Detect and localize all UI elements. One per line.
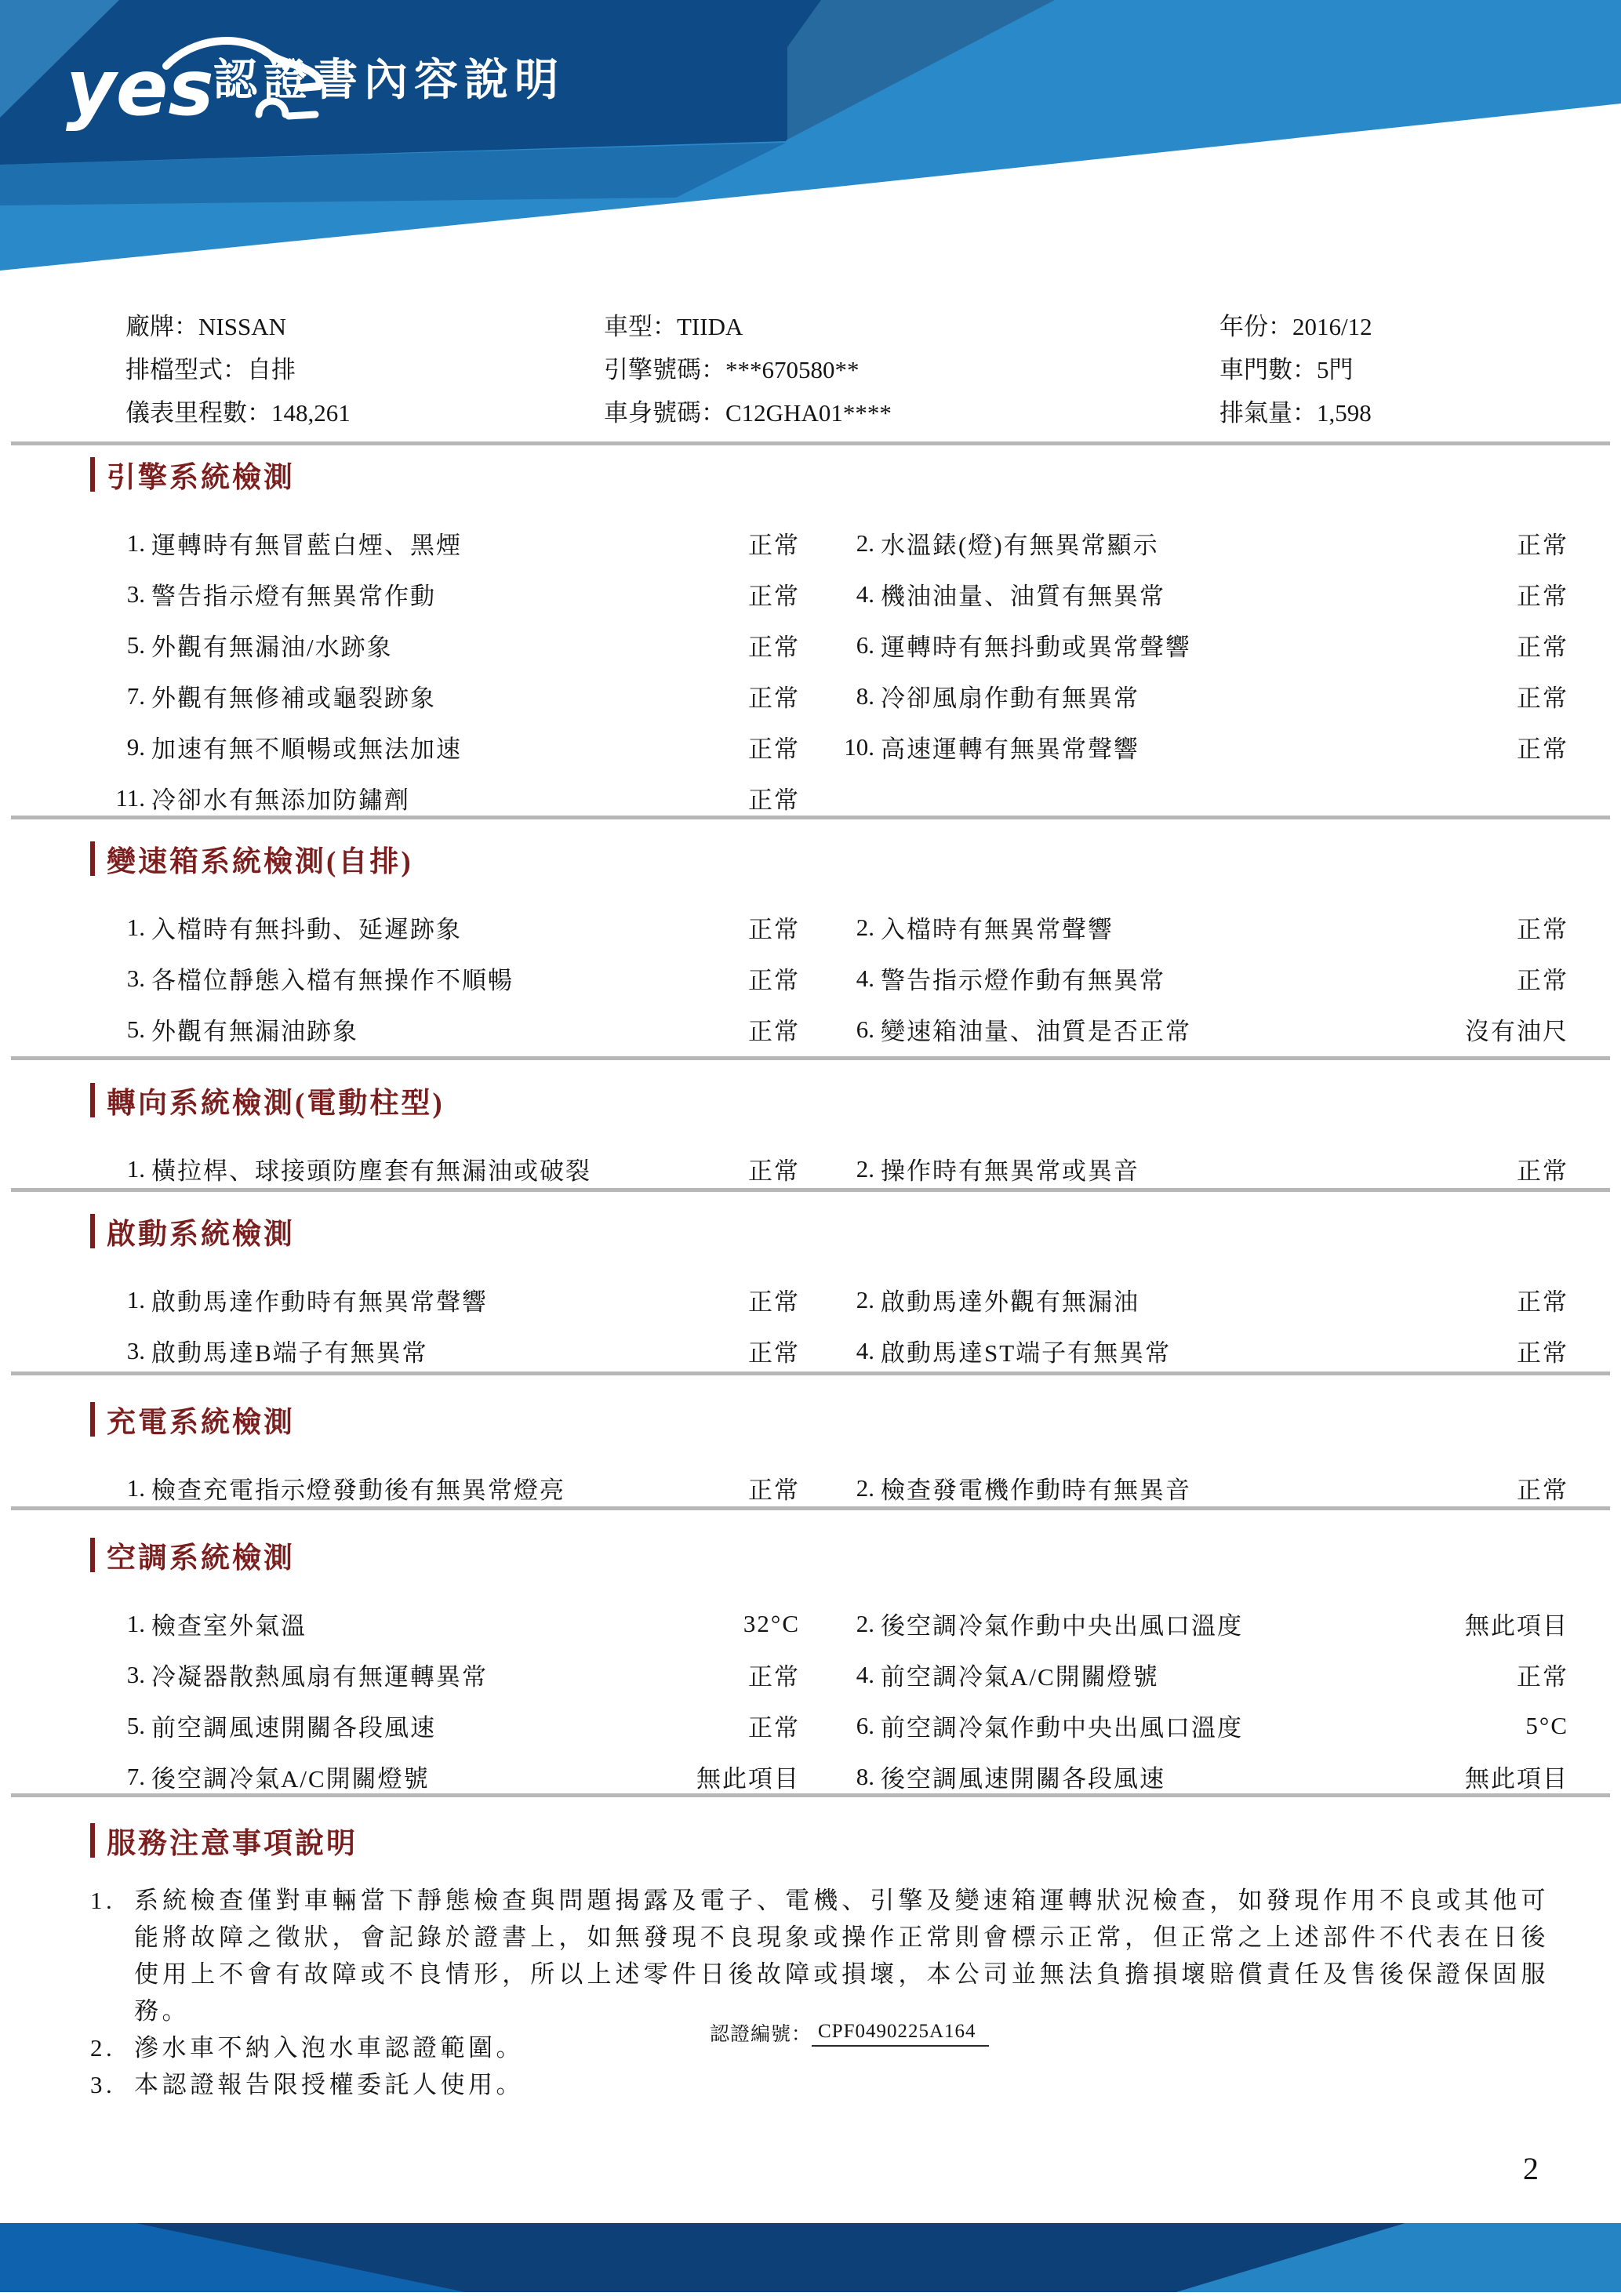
inspection-item xyxy=(820,1274,1568,1325)
item-text: 操作時有無異常或異音 xyxy=(881,1157,1139,1185)
vehicle-field-label: 排檔型式： xyxy=(125,356,247,383)
vehicle-field-label: 車門數： xyxy=(1219,356,1317,383)
item-number: 9. xyxy=(126,732,145,761)
section-title-bar xyxy=(90,1083,95,1117)
item-result: 沒有油尺 xyxy=(1465,1018,1568,1045)
item-text: 警告指示燈有無異常作動 xyxy=(151,583,436,610)
notes-title: 服務注意事項說明 xyxy=(107,1828,358,1860)
inspection-item xyxy=(820,1462,1568,1513)
vehicle-field xyxy=(125,355,604,385)
section-title-bar xyxy=(90,1823,95,1858)
inspection-item xyxy=(90,1325,800,1376)
item-number: 6. xyxy=(856,1711,874,1739)
inspection-item xyxy=(820,569,1568,619)
item-result: 正常 xyxy=(1517,916,1568,943)
item-text: 後空調風速開關各段風速 xyxy=(881,1765,1165,1793)
item-result: 正常 xyxy=(748,1339,800,1367)
item-result: 正常 xyxy=(748,967,800,994)
inspection-item xyxy=(90,1274,800,1325)
item-result: 正常 xyxy=(1517,1663,1568,1691)
item-text: 啟動馬達ST端子有無異常 xyxy=(881,1339,1172,1367)
note-item xyxy=(90,1882,1549,2029)
inspection-item xyxy=(820,1143,1568,1194)
inspection-section xyxy=(90,839,1568,1055)
inspection-item xyxy=(820,1598,1568,1649)
item-text: 檢查發電機作動時有無異音 xyxy=(881,1477,1191,1504)
page-title: 認證書內容說明 xyxy=(213,55,565,106)
item-number: 2. xyxy=(856,1609,874,1637)
section-title-bar xyxy=(90,457,95,492)
inspection-section xyxy=(90,455,1568,823)
item-result: 正常 xyxy=(1517,583,1568,610)
item-result: 正常 xyxy=(748,1477,800,1504)
inspection-item xyxy=(90,902,800,953)
item-result: 正常 xyxy=(748,685,800,712)
item-text: 前空調冷氣A/C開關燈號 xyxy=(881,1663,1159,1691)
note-number: 1. xyxy=(90,1887,116,1914)
item-text: 後空調冷氣A/C開關燈號 xyxy=(151,1765,430,1793)
inspection-item xyxy=(90,1700,800,1751)
vehicle-field xyxy=(604,312,1219,342)
item-text: 機油油量、油質有無異常 xyxy=(881,583,1165,610)
inspection-item xyxy=(90,670,800,721)
item-result: 無此項目 xyxy=(1465,1612,1568,1640)
item-text: 冷卻風扇作動有無異常 xyxy=(881,685,1139,712)
vehicle-field xyxy=(125,398,604,428)
item-text: 檢查充電指示燈發動後有無異常燈亮 xyxy=(151,1477,565,1504)
note-text: 系統檢查僅對車輛當下靜態檢查與問題揭露及電子、電機、引擎及變速箱運轉狀況檢查，如發現作用不良或其他可能將故障之徵狀，會記錄於證書上，如無發現不良現象或操作正常則會標示正常，但正常之上述部件不代表在日後使用上不會有故障或不良情形，所以上述零件日後故障或損壞，本公司並無法負擔損壞賠償責任及售後保證保固服務。 xyxy=(134,1887,1549,2025)
vehicle-field xyxy=(125,312,604,342)
vehicle-field xyxy=(1219,312,1584,342)
item-text: 加速有無不順暢或無法加速 xyxy=(151,736,462,763)
item-result: 正常 xyxy=(748,634,800,661)
footer-background xyxy=(0,2223,1621,2292)
vehicle-field-label: 引擎號碼： xyxy=(604,356,725,383)
item-number: 2. xyxy=(856,529,874,557)
items-grid xyxy=(90,1598,1568,1802)
section-title: 啟動系統檢測 xyxy=(107,1219,295,1251)
item-result: 正常 xyxy=(748,736,800,763)
item-result: 正常 xyxy=(748,787,800,814)
item-text: 後空調冷氣作動中央出風口溫度 xyxy=(881,1612,1243,1640)
section-title: 空調系統檢測 xyxy=(107,1542,295,1575)
note-text: 滲水車不納入泡水車認證範圍。 xyxy=(134,2034,524,2062)
items-grid xyxy=(90,902,1568,1055)
item-number: 7. xyxy=(126,1762,145,1790)
inspection-item xyxy=(820,1325,1568,1376)
header xyxy=(0,0,1621,271)
item-result: 正常 xyxy=(1517,1339,1568,1367)
inspection-item xyxy=(90,1462,800,1513)
vehicle-field-label: 車型： xyxy=(604,313,677,340)
item-result: 正常 xyxy=(1517,532,1568,559)
item-result: 正常 xyxy=(748,1157,800,1185)
item-result: 無此項目 xyxy=(696,1765,800,1793)
item-number: 1. xyxy=(126,1473,145,1502)
vehicle-field xyxy=(1219,398,1584,428)
item-number: 5. xyxy=(126,1711,145,1739)
section-title: 轉向系統檢測(電動柱型) xyxy=(107,1088,445,1120)
inspection-item xyxy=(90,569,800,619)
item-result: 正常 xyxy=(748,1018,800,1045)
inspection-item xyxy=(820,902,1568,953)
inspection-item xyxy=(820,1700,1568,1751)
item-number: 6. xyxy=(856,630,874,659)
section-title: 引擎系統檢測 xyxy=(107,462,295,494)
footer-band xyxy=(0,2223,1621,2292)
inspection-item xyxy=(90,721,800,772)
section-title-bar xyxy=(90,841,95,876)
item-result: 32°C xyxy=(743,1609,800,1637)
certificate-number-label: 認證編號： xyxy=(710,2024,812,2045)
inspection-section xyxy=(90,1535,1568,1802)
item-text: 運轉時有無冒藍白煙、黑煙 xyxy=(151,532,462,559)
inspection-item xyxy=(90,1649,800,1700)
item-number: 4. xyxy=(856,1660,874,1688)
item-text: 水溫錶(燈)有無異常顯示 xyxy=(881,532,1159,559)
item-text: 變速箱油量、油質是否正常 xyxy=(881,1018,1191,1045)
inspection-item xyxy=(90,953,800,1004)
item-result: 正常 xyxy=(1517,736,1568,763)
item-result: 正常 xyxy=(748,532,800,559)
item-result: 正常 xyxy=(748,1714,800,1742)
items-grid xyxy=(90,1462,1568,1513)
vehicle-field-label: 廠牌： xyxy=(125,313,198,340)
item-number: 3. xyxy=(126,964,145,992)
item-result: 正常 xyxy=(748,1288,800,1316)
item-number: 3. xyxy=(126,579,145,608)
vehicle-field-value: 自排 xyxy=(247,356,296,383)
vehicle-info xyxy=(125,312,1584,428)
section-title: 變速箱系統檢測(自排) xyxy=(107,846,413,878)
item-text: 啟動馬達外觀有無漏油 xyxy=(881,1288,1139,1316)
items-grid xyxy=(90,1274,1568,1376)
item-number: 2. xyxy=(856,1154,874,1183)
item-result: 5°C xyxy=(1525,1711,1568,1739)
vehicle-field-value: 5門 xyxy=(1317,356,1354,383)
section-title-bar xyxy=(90,1538,95,1572)
brand-text: yes xyxy=(66,44,214,133)
inspection-item xyxy=(820,1649,1568,1700)
vehicle-field-value: NISSAN xyxy=(198,313,286,340)
inspection-item xyxy=(820,1751,1568,1802)
item-text: 前空調風速開關各段風速 xyxy=(151,1714,436,1742)
item-number: 1. xyxy=(126,529,145,557)
note-text: 本認證報告限授權委託人使用。 xyxy=(134,2071,524,2098)
item-text: 外觀有無修補或龜裂跡象 xyxy=(151,685,436,712)
item-text: 外觀有無漏油跡象 xyxy=(151,1018,358,1045)
inspection-item xyxy=(90,1004,800,1055)
item-number: 1. xyxy=(126,913,145,941)
item-number: 4. xyxy=(856,964,874,992)
item-result: 正常 xyxy=(1517,1157,1568,1185)
item-result: 正常 xyxy=(1517,967,1568,994)
vehicle-field-value: ***670580** xyxy=(725,356,860,383)
inspection-section xyxy=(90,1212,1568,1376)
inspection-item xyxy=(820,670,1568,721)
item-text: 橫拉桿、球接頭防塵套有無漏油或破裂 xyxy=(151,1157,591,1185)
item-number: 8. xyxy=(856,681,874,710)
item-text: 入檔時有無異常聲響 xyxy=(881,916,1114,943)
item-text: 啟動馬達作動時有無異常聲響 xyxy=(151,1288,488,1316)
vehicle-field-value: C12GHA01**** xyxy=(725,399,892,427)
item-result: 正常 xyxy=(748,583,800,610)
item-text: 外觀有無漏油/水跡象 xyxy=(151,634,393,661)
item-text: 警告指示燈作動有無異常 xyxy=(881,967,1165,994)
item-number: 4. xyxy=(856,579,874,608)
item-number: 10. xyxy=(844,732,874,761)
item-result: 正常 xyxy=(1517,1477,1568,1504)
vehicle-field-label: 年份： xyxy=(1219,313,1292,340)
item-number: 3. xyxy=(126,1660,145,1688)
item-text: 冷凝器散熱風扇有無運轉異常 xyxy=(151,1663,488,1691)
notes-list xyxy=(90,1882,1549,2103)
note-number: 3. xyxy=(90,2071,116,2098)
item-result: 正常 xyxy=(1517,634,1568,661)
inspection-item xyxy=(820,518,1568,569)
item-number: 5. xyxy=(126,630,145,659)
item-result: 正常 xyxy=(1517,685,1568,712)
vehicle-field xyxy=(604,355,1219,385)
items-grid xyxy=(90,518,1568,823)
item-number: 6. xyxy=(856,1015,874,1043)
item-text: 入檔時有無抖動、延遲跡象 xyxy=(151,916,462,943)
item-number: 5. xyxy=(126,1015,145,1043)
inspection-item xyxy=(820,619,1568,670)
inspection-item xyxy=(90,1143,800,1194)
vehicle-field-value: 1,598 xyxy=(1317,399,1372,427)
note-item xyxy=(90,2066,1549,2103)
inspection-item xyxy=(820,953,1568,1004)
section-title-bar xyxy=(90,1214,95,1248)
vehicle-field-label: 排氣量： xyxy=(1219,399,1317,427)
item-number: 3. xyxy=(126,1336,145,1364)
item-text: 啟動馬達B端子有無異常 xyxy=(151,1339,428,1367)
certificate-number xyxy=(710,2018,989,2047)
items-grid xyxy=(90,1143,1568,1194)
item-number: 2. xyxy=(856,1285,874,1313)
item-text: 高速運轉有無異常聲響 xyxy=(881,736,1139,763)
item-text: 前空調冷氣作動中央出風口溫度 xyxy=(881,1714,1243,1742)
certificate-number-value: CPF0490225A164 xyxy=(812,2021,989,2047)
inspection-item xyxy=(820,1004,1568,1055)
item-number: 1. xyxy=(126,1285,145,1313)
item-result: 無此項目 xyxy=(1465,1765,1568,1793)
inspection-item xyxy=(90,1598,800,1649)
inspection-item xyxy=(90,1751,800,1802)
vehicle-field-value: 2016/12 xyxy=(1292,313,1372,340)
item-number: 2. xyxy=(856,1473,874,1502)
item-text: 冷卻水有無添加防鏽劑 xyxy=(151,787,410,814)
note-number: 2. xyxy=(90,2034,116,2062)
section-title-bar xyxy=(90,1402,95,1437)
item-number: 1. xyxy=(126,1154,145,1183)
vehicle-field-value: TIIDA xyxy=(677,313,743,340)
item-number: 11. xyxy=(115,783,145,812)
inspection-item xyxy=(90,518,800,569)
item-text: 運轉時有無抖動或異常聲響 xyxy=(881,634,1191,661)
divider xyxy=(11,1056,1610,1060)
inspection-item xyxy=(90,619,800,670)
inspection-section xyxy=(90,1400,1568,1513)
item-text: 各檔位靜態入檔有無操作不順暢 xyxy=(151,967,514,994)
divider xyxy=(11,441,1610,445)
vehicle-field-label: 車身號碼： xyxy=(604,399,725,427)
vehicle-field xyxy=(1219,355,1584,385)
item-result: 正常 xyxy=(1517,1288,1568,1316)
section-title: 充電系統檢測 xyxy=(107,1407,295,1439)
vehicle-field-label: 儀表里程數： xyxy=(125,399,271,427)
item-number: 8. xyxy=(856,1762,874,1790)
item-number: 7. xyxy=(126,681,145,710)
notes-section xyxy=(90,1821,1549,2103)
inspection-item xyxy=(90,772,800,823)
item-number: 1. xyxy=(126,1609,145,1637)
item-result: 正常 xyxy=(748,916,800,943)
vehicle-field-value: 148,261 xyxy=(271,399,351,427)
inspection-item xyxy=(820,721,1568,772)
inspection-section xyxy=(90,1081,1568,1194)
page-number: 2 xyxy=(1523,2151,1539,2186)
item-result: 正常 xyxy=(748,1663,800,1691)
vehicle-field xyxy=(604,398,1219,428)
item-number: 2. xyxy=(856,913,874,941)
item-text: 檢查室外氣溫 xyxy=(151,1612,307,1640)
item-number: 4. xyxy=(856,1336,874,1364)
